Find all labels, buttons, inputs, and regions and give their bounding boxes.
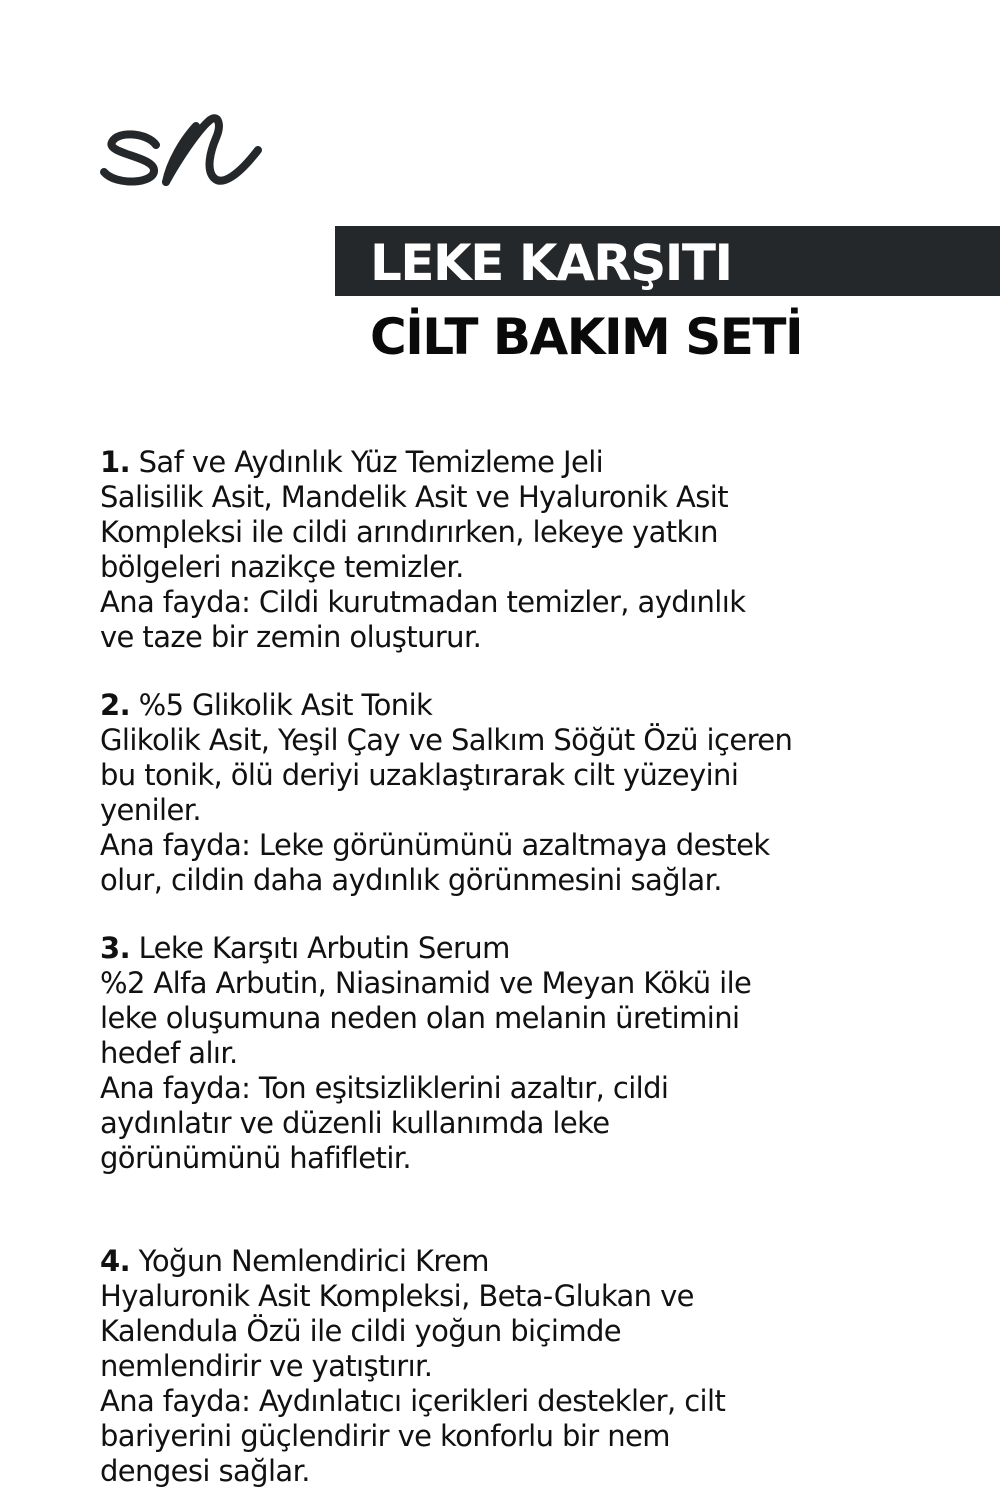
product-benefit-line: görünümünü hafifletir.	[100, 1141, 412, 1175]
product-description-line: nemlendirir ve yatıştırır.	[100, 1349, 433, 1383]
product-name: Yoğun Nemlendirici Krem	[138, 1244, 489, 1278]
product-item-3	[100, 931, 960, 1176]
product-description-line: Glikolik Asit, Yeşil Çay ve Salkım Söğüt Özü içeren	[100, 723, 793, 757]
product-description-line: leke oluşumuna neden olan melanin üretimini	[100, 1001, 740, 1035]
product-benefit-line: ve taze bir zemin oluşturur.	[100, 620, 482, 654]
product-benefit-line: olur, cildin daha aydınlık görünmesini sağlar.	[100, 863, 722, 897]
product-benefit-line: Ana fayda: Cildi kurutmadan temizler, aydınlık	[100, 585, 746, 619]
product-item-1	[100, 445, 960, 655]
product-description-line: %2 Alfa Arbutin, Niasinamid ve Meyan Kökü ile	[100, 966, 752, 1000]
product-description-line: Kalendula Özü ile cildi yoğun biçimde	[100, 1314, 622, 1348]
product-description-line: yeniler.	[100, 793, 202, 827]
product-heading	[100, 445, 960, 480]
product-list	[100, 445, 960, 1489]
product-item-2	[100, 688, 960, 898]
page-title-line1: LEKE KARŞITI	[370, 234, 732, 292]
product-description-line: Kompleksi ile cildi arındırırken, lekeye yatkın	[100, 515, 718, 549]
sn-script-logo-icon	[98, 100, 268, 190]
product-benefit-line: Ana fayda: Aydınlatıcı içerikleri destekler, cilt	[100, 1384, 726, 1418]
product-description-line: bu tonik, ölü deriyi uzaklaştırarak cilt yüzeyini	[100, 758, 739, 792]
product-heading	[100, 931, 960, 966]
product-name: Leke Karşıtı Arbutin Serum	[138, 931, 510, 965]
product-benefit-line: bariyerini güçlendirir ve konforlu bir nem	[100, 1419, 670, 1453]
product-number: 4.	[100, 1244, 130, 1278]
product-name: Saf ve Aydınlık Yüz Temizleme Jeli	[138, 445, 604, 479]
product-description-line: Hyaluronik Asit Kompleksi, Beta-Glukan ve	[100, 1279, 694, 1313]
page-title-line2: CİLT BAKIM SETİ	[370, 308, 803, 366]
product-benefit-line: Ana fayda: Ton eşitsizliklerini azaltır, cildi	[100, 1071, 669, 1105]
product-description-line: bölgeleri nazikçe temizler.	[100, 550, 464, 584]
brand-logo	[98, 100, 268, 190]
product-description-line: Salisilik Asit, Mandelik Asit ve Hyaluronik Asit	[100, 480, 728, 514]
product-number: 2.	[100, 688, 130, 722]
product-item-4	[100, 1244, 960, 1489]
product-benefit-line: dengesi sağlar.	[100, 1454, 310, 1488]
product-heading	[100, 688, 960, 723]
product-heading	[100, 1244, 960, 1279]
product-description-line: hedef alır.	[100, 1036, 238, 1070]
product-number: 1.	[100, 445, 130, 479]
product-number: 3.	[100, 931, 130, 965]
product-name: %5 Glikolik Asit Tonik	[138, 688, 433, 722]
product-benefit-line: aydınlatır ve düzenli kullanımda leke	[100, 1106, 610, 1140]
product-benefit-line: Ana fayda: Leke görünümünü azaltmaya destek	[100, 828, 770, 862]
